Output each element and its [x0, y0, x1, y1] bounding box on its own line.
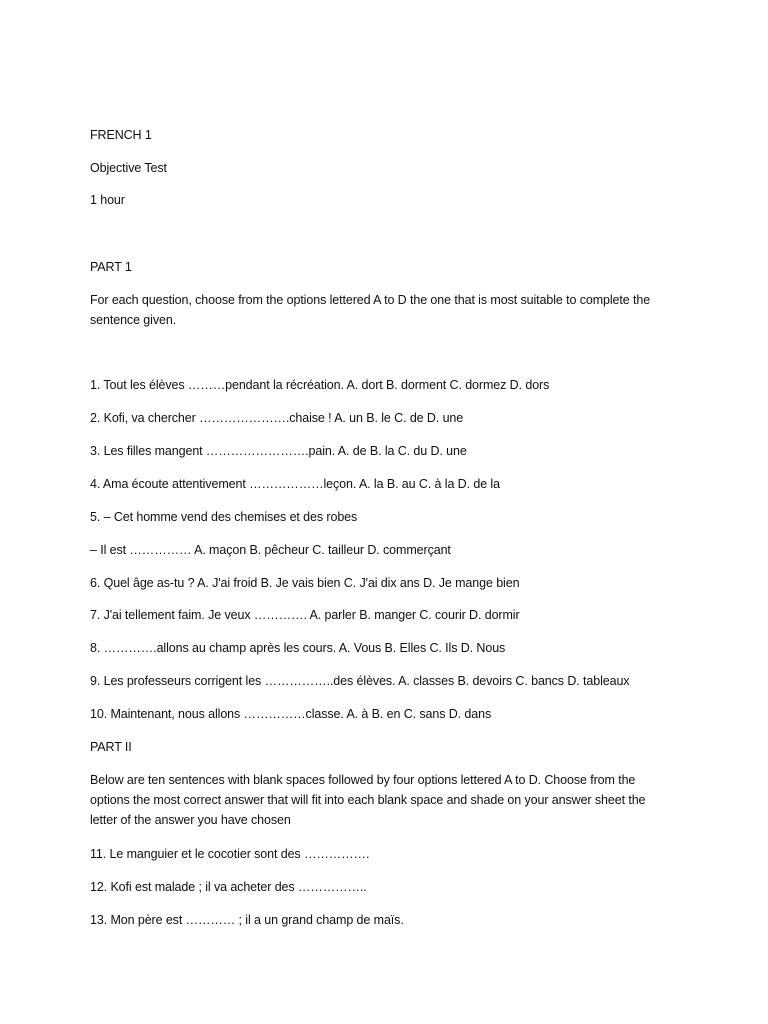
- part1-instructions-line2: sentence given.: [90, 313, 177, 327]
- test-duration: 1 hour: [90, 193, 125, 207]
- question-1: 1. Tout les élèves ………pendant la récréation. A. dort B. dorment C. dormez D. dors: [90, 378, 550, 392]
- question-8: 8. ………….allons au champ après les cours. A. Vous B. Elles C. Ils D. Nous: [90, 641, 506, 655]
- part2-instructions-line1: Below are ten sentences with blank spaces followed by four options lettered A to D. Choose from the: [90, 773, 636, 787]
- question-13: 13. Mon père est ………… ; il a un grand champ de maïs.: [90, 913, 404, 927]
- question-11: 11. Le manguier et le cocotier sont des …………….: [90, 847, 370, 861]
- part1-title: PART 1: [90, 260, 132, 274]
- question-5-prompt: 5. – Cet homme vend des chemises et des robes: [90, 510, 358, 524]
- course-title: FRENCH 1: [90, 128, 152, 142]
- part2-instructions-line3: letter of the answer you have chosen: [90, 813, 291, 827]
- question-5-options: – Il est …………… A. maçon B. pêcheur C. tailleur D. commerçant: [90, 543, 451, 557]
- part2-title: PART II: [90, 740, 132, 754]
- question-12: 12. Kofi est malade ; il va acheter des ……………..: [90, 880, 367, 894]
- question-9: 9. Les professeurs corrigent les ……………..des élèves. A. classes B. devoirs C. bancs D. tableaux: [90, 674, 630, 688]
- question-7: 7. J'ai tellement faim. Je veux …………. A. parler B. manger C. courir D. dormir: [90, 608, 520, 622]
- question-2: 2. Kofi, va chercher ………………….chaise ! A. un B. le C. de D. une: [90, 411, 464, 425]
- test-type: Objective Test: [90, 161, 167, 175]
- question-6: 6. Quel âge as-tu ? A. J'ai froid B. Je vais bien C. J'ai dix ans D. Je mange bien: [90, 576, 520, 590]
- part1-instructions-line1: For each question, choose from the options lettered A to D the one that is most suitable to complete the: [90, 293, 651, 307]
- question-3: 3. Les filles mangent …………………….pain. A. de B. la C. du D. une: [90, 444, 467, 458]
- question-4: 4. Ama écoute attentivement ………………leçon. A. la B. au C. à la D. de la: [90, 477, 500, 491]
- part2-instructions-line2: options the most correct answer that will fit into each blank space and shade on your answer sheet the: [90, 793, 646, 807]
- question-10: 10. Maintenant, nous allons ……………classe. A. à B. en C. sans D. dans: [90, 707, 492, 721]
